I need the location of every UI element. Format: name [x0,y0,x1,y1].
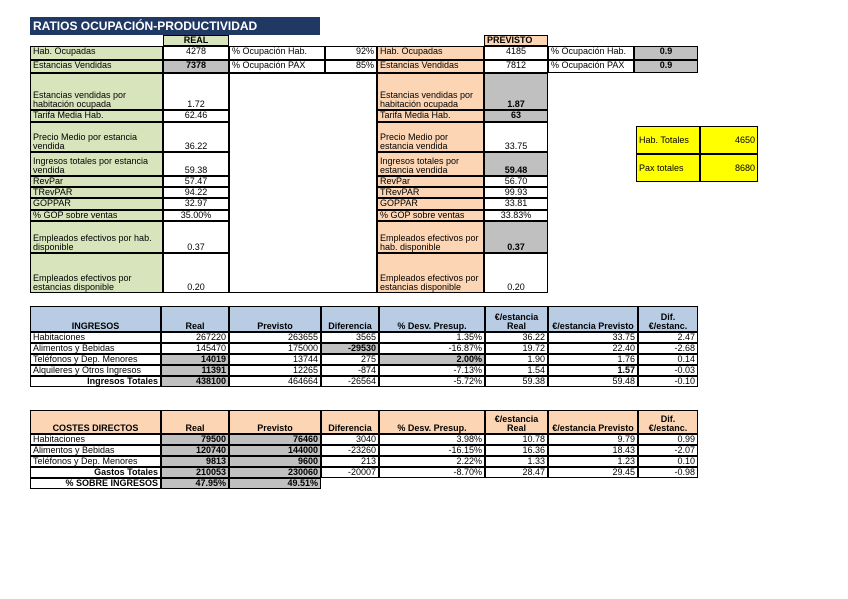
occupancy-value-previsto: 0.9 [634,60,698,73]
ingresos-cell: 1.90 [485,354,548,365]
costes-cell: -20007 [321,467,379,478]
occupancy-label-previsto: % Ocupación Hab. [548,46,634,60]
costes-cell: -16.15% [379,445,485,456]
ingresos-cell: 1.35% [379,332,485,343]
sobre-ingresos-real: 47.95% [161,478,229,489]
ratio-value-previsto: 33.83% [484,210,548,221]
costes-cell: 9.79 [548,434,638,445]
ratio-value-real: 0.20 [163,253,229,293]
ingresos-cell: -16.87% [379,343,485,354]
costes-cell: 76460 [229,434,321,445]
ingresos-header: INGRESOS [30,306,161,332]
ratio-label-real: Estancias Vendidas [30,60,163,73]
costes-cell: Gastos Totales [30,467,161,478]
ingresos-cell: 464664 [229,376,321,387]
costes-cell: -0.98 [638,467,698,478]
costes-cell: 16.36 [485,445,548,456]
costes-cell: Alimentos y Bebidas [30,445,161,456]
ratio-value-real: 1.72 [163,73,229,110]
ingresos-cell: Habitaciones [30,332,161,343]
ingresos-cell: 263655 [229,332,321,343]
ratio-label-previsto: Precio Medio por estancia vendida [377,122,484,152]
costes-cell: 0.10 [638,456,698,467]
ratio-label-real: RevPar [30,176,163,187]
occupancy-value-real: 85% [325,60,377,73]
occupancy-label-real: % Ocupación PAX [229,60,325,73]
ratio-label-previsto: TRevPAR [377,187,484,198]
ratio-label-real: Ingresos totales por estancia vendida [30,152,163,176]
costes-cell: -2.07 [638,445,698,456]
spacer-area [229,73,377,293]
ratio-value-real: 32.97 [163,198,229,210]
ingresos-cell: 275 [321,354,379,365]
ingresos-cell: -7.13% [379,365,485,376]
costes-cell: -23260 [321,445,379,456]
ingresos-cell: 0.14 [638,354,698,365]
ratio-label-real: Empleados efectivos por hab. disponible [30,221,163,253]
ingresos-cell: 59.38 [485,376,548,387]
total-label-pax: Pax totales [636,154,700,182]
ratio-value-previsto: 33.81 [484,198,548,210]
costes-cell: 2.22% [379,456,485,467]
ingresos-cell: 59.48 [548,376,638,387]
costes-header: Diferencia [321,410,379,434]
ratio-label-real: Hab. Ocupadas [30,46,163,60]
sheet-title: RATIOS OCUPACIÓN-PRODUCTIVIDAD [30,17,320,35]
ingresos-cell: 2.00% [379,354,485,365]
costes-header: COSTES DIRECTOS [30,410,161,434]
ingresos-cell: -5.72% [379,376,485,387]
ingresos-cell: 36.22 [485,332,548,343]
ingresos-cell: 175000 [229,343,321,354]
costes-cell: 144000 [229,445,321,456]
costes-cell: 9600 [229,456,321,467]
ratio-value-previsto: 99.93 [484,187,548,198]
ingresos-cell: 1.54 [485,365,548,376]
costes-cell: 213 [321,456,379,467]
ingresos-cell: -0.10 [638,376,698,387]
ratio-value-previsto: 59.48 [484,152,548,176]
costes-cell: 230060 [229,467,321,478]
ratio-value-real: 59.38 [163,152,229,176]
costes-cell: 120740 [161,445,229,456]
ratio-label-previsto: GOPPAR [377,198,484,210]
costes-cell: 9813 [161,456,229,467]
costes-cell: Teléfonos y Dep. Menores [30,456,161,467]
ingresos-header: Dif. €/estanc. [638,306,698,332]
costes-cell: 28.47 [485,467,548,478]
ratio-value-real: 7378 [163,60,229,73]
ratio-value-previsto: 4185 [484,46,548,60]
ratio-value-previsto: 7812 [484,60,548,73]
ingresos-header: Previsto [229,306,321,332]
ratio-value-previsto: 1.87 [484,73,548,110]
ratio-label-real: GOPPAR [30,198,163,210]
ingresos-cell: -874 [321,365,379,376]
ingresos-cell: 22.40 [548,343,638,354]
ingresos-cell: 33.75 [548,332,638,343]
ingresos-cell: 267220 [161,332,229,343]
costes-cell: 29.45 [548,467,638,478]
ratio-label-previsto: Ingresos totales por estancia vendida [377,152,484,176]
occupancy-value-real: 92% [325,46,377,60]
costes-cell: 10.78 [485,434,548,445]
costes-cell: 18.43 [548,445,638,456]
ingresos-cell: 11391 [161,365,229,376]
occupancy-label-real: % Ocupación Hab. [229,46,325,60]
ratio-label-previsto: Hab. Ocupadas [377,46,484,60]
ratio-value-real: 35.00% [163,210,229,221]
ratio-value-previsto: 33.75 [484,122,548,152]
ingresos-header: €/estancia Previsto [548,306,638,332]
ratio-value-real: 0.37 [163,221,229,253]
previsto-header: PREVISTO [484,35,548,46]
ratio-value-previsto: 56.70 [484,176,548,187]
ingresos-header: % Desv. Presup. [379,306,485,332]
ingresos-cell: 438100 [161,376,229,387]
ingresos-cell: -2.68 [638,343,698,354]
ratio-label-previsto: Empleados efectivos por estancias disponible [377,253,484,293]
ingresos-header: €/estancia Real [485,306,548,332]
ingresos-cell: 2.47 [638,332,698,343]
ratio-value-real: 62.46 [163,110,229,122]
ingresos-cell: Teléfonos y Dep. Menores [30,354,161,365]
costes-header: €/estancia Previsto [548,410,638,434]
costes-cell: 3040 [321,434,379,445]
total-value-hab: 4650 [700,126,758,154]
real-header: REAL [163,35,229,46]
ratio-value-real: 57.47 [163,176,229,187]
ratio-label-real: Precio Medio por estancia vendida [30,122,163,152]
ratio-label-previsto: % GOP sobre ventas [377,210,484,221]
ingresos-cell: Alimentos y Bebidas [30,343,161,354]
ingresos-cell: 1.57 [548,365,638,376]
costes-cell: 0.99 [638,434,698,445]
occupancy-label-previsto: % Ocupación PAX [548,60,634,73]
ratio-value-previsto: 0.37 [484,221,548,253]
ingresos-cell: 19.72 [485,343,548,354]
total-label-hab: Hab. Totales [636,126,700,154]
occupancy-value-previsto: 0.9 [634,46,698,60]
costes-cell: 210053 [161,467,229,478]
ratio-value-real: 94.22 [163,187,229,198]
costes-cell: 1.23 [548,456,638,467]
ratio-value-real: 4278 [163,46,229,60]
ingresos-cell: 13744 [229,354,321,365]
ratio-value-previsto: 0.20 [484,253,548,293]
ratio-label-real: Empleados efectivos por estancias disponible [30,253,163,293]
ratio-label-real: % GOP sobre ventas [30,210,163,221]
costes-header: Real [161,410,229,434]
ratio-label-previsto: Estancias vendidas por habitación ocupada [377,73,484,110]
ratio-value-previsto: 63 [484,110,548,122]
costes-cell: 79500 [161,434,229,445]
costes-header: Dif. €/estanc. [638,410,698,434]
ratio-label-previsto: Estancias Vendidas [377,60,484,73]
costes-cell: -8.70% [379,467,485,478]
costes-cell: Habitaciones [30,434,161,445]
ingresos-cell: Alquileres y Otros Ingresos [30,365,161,376]
costes-header: €/estancia Real [485,410,548,434]
ingresos-cell: Ingresos Totales [30,376,161,387]
sobre-ingresos-previsto: 49.51% [229,478,321,489]
sobre-ingresos-label: % SOBRE INGRESOS [30,478,161,489]
costes-cell: 3.98% [379,434,485,445]
costes-header: % Desv. Presup. [379,410,485,434]
ingresos-cell: 145470 [161,343,229,354]
ratio-value-real: 36.22 [163,122,229,152]
ingresos-header: Diferencia [321,306,379,332]
ratio-label-previsto: Empleados efectivos por hab. disponible [377,221,484,253]
ratio-label-real: TRevPAR [30,187,163,198]
total-value-pax: 8680 [700,154,758,182]
ingresos-cell: -0.03 [638,365,698,376]
ratio-label-previsto: RevPar [377,176,484,187]
ingresos-header: Real [161,306,229,332]
ratio-label-previsto: Tarifa Media Hab. [377,110,484,122]
ratio-label-real: Estancias vendidas por habitación ocupada [30,73,163,110]
costes-header: Previsto [229,410,321,434]
ingresos-cell: 3565 [321,332,379,343]
ingresos-cell: 14019 [161,354,229,365]
ingresos-cell: -26564 [321,376,379,387]
costes-cell: 1.33 [485,456,548,467]
ingresos-cell: 1.76 [548,354,638,365]
ingresos-cell: 12265 [229,365,321,376]
ratio-label-real: Tarifa Media Hab. [30,110,163,122]
ingresos-cell: -29530 [321,343,379,354]
